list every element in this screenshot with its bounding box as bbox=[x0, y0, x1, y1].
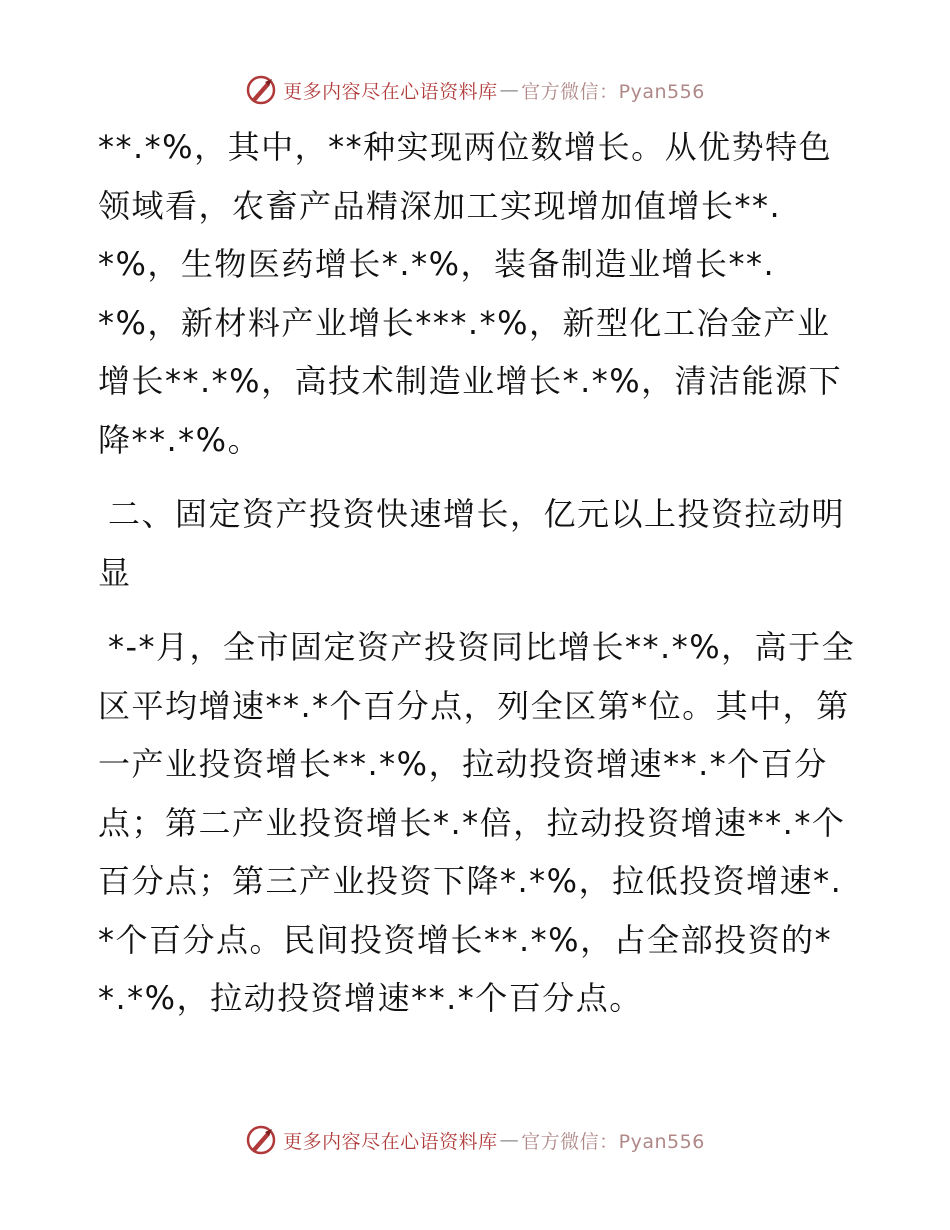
quill-logo-icon bbox=[245, 1124, 277, 1156]
document-body bbox=[98, 118, 858, 1028]
quill-logo-icon bbox=[245, 74, 277, 106]
header-watermark bbox=[0, 70, 950, 110]
watermark-text: 更多内容尽在心语资料库 bbox=[283, 80, 498, 103]
watermark-wechat: 官方微信：Pyan556 bbox=[521, 1130, 705, 1153]
paragraph-industry-growth: **.*%，其中，**种实现两位数增长。从优势特色领域看，农畜产品精深加工实现增加值增长**.*%，生物医药增长*.*%，装备制造业增长**.*%，新材料产业增长***.*%，新型化工冶金产业增长**.*%，高技术制造业增长*.*%，清洁能源下降**.*%。 bbox=[98, 128, 843, 459]
watermark-separator: — bbox=[499, 1129, 520, 1151]
watermark-wechat: 官方微信：Pyan556 bbox=[521, 80, 705, 103]
section-heading-fixed-asset-investment: 二、固定资产投资快速增长，亿元以上投资拉动明显 bbox=[98, 495, 846, 592]
footer-watermark bbox=[0, 1120, 950, 1160]
watermark-separator: — bbox=[499, 79, 520, 101]
watermark-text: 更多内容尽在心语资料库 bbox=[283, 1130, 498, 1153]
paragraph-fixed-asset-investment: *-*月，全市固定资产投资同比增长**.*%，高于全区平均增速**.*个百分点，列全区第*位。其中，第一产业投资增长**.*%，拉动投资增速**.*个百分点；第二产业投资增长*.*倍，拉动投资增速**.*个百分点；第三产业投资下降*.*%，拉低投资增速*.*个百分点。民间投资增长**.*%，占全部投资的**.*%，拉动投资增速**.*个百分点。 bbox=[98, 628, 856, 1017]
